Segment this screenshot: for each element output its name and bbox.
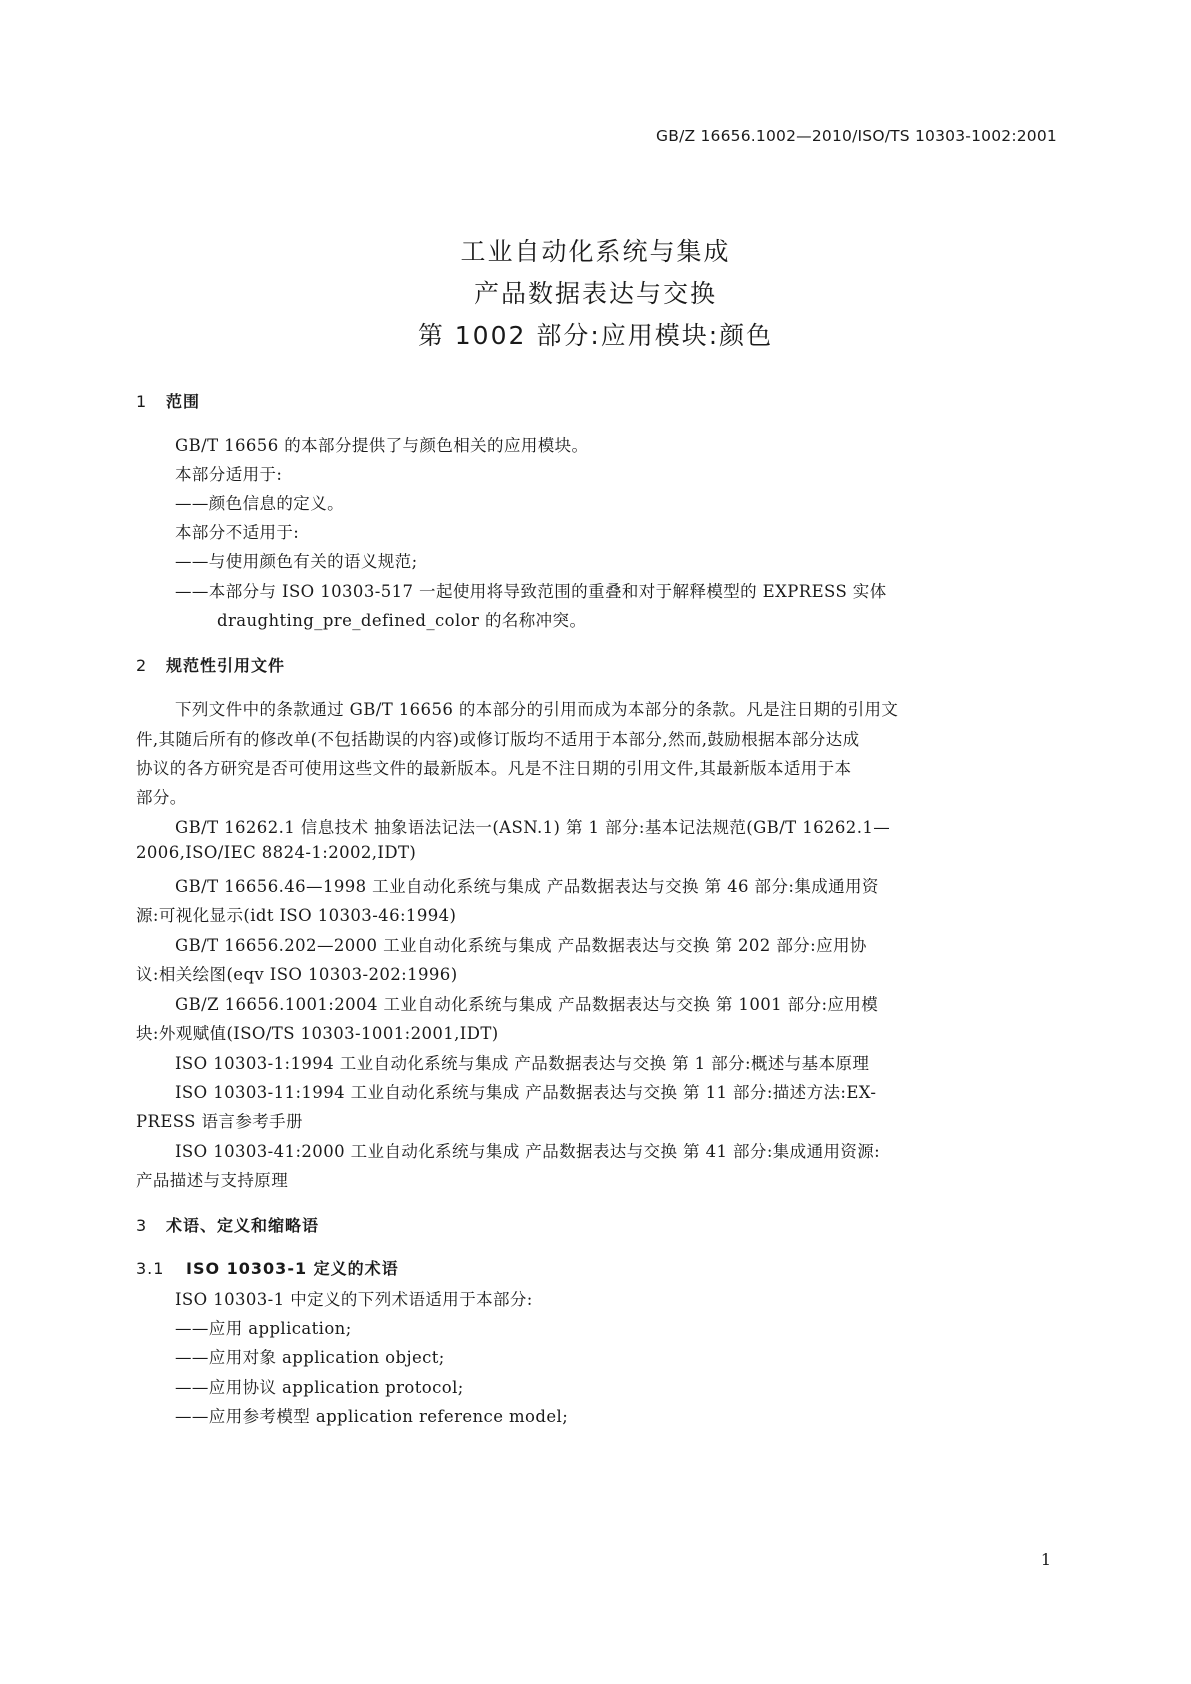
scope-list-item: ——本部分与 ISO 10303-517 一起使用将导致范围的重叠和对于解释模型的 EXPRESS 实体: [175, 582, 887, 601]
page-number: 1: [1040, 1550, 1051, 1569]
reference-entry-continuation: 2006,ISO/IEC 8824-1:2002,IDT): [136, 843, 417, 862]
reference-entry-continuation: PRESS 语言参考手册: [136, 1112, 303, 1131]
reference-entry-continuation: 议:相关绘图(eqv ISO 10303-202:1996): [136, 965, 458, 984]
reference-entry: ISO 10303-11:1994 工业自动化系统与集成 产品数据表达与交换 第 11 部分:描述方法:EX-: [175, 1083, 877, 1102]
term-item: ——应用参考模型 application reference model;: [175, 1407, 569, 1426]
scope-list-item: ——颜色信息的定义。: [175, 494, 344, 513]
term-item: ——应用对象 application object;: [175, 1348, 445, 1367]
subsection-title: ISO 10303-1 定义的术语: [186, 1259, 399, 1278]
section-title: 范围: [166, 392, 201, 411]
section-number: 2: [136, 656, 148, 675]
refs-intro-line: 协议的各方研究是否可使用这些文件的最新版本。凡是不注日期的引用文件,其最新版本适用于本: [136, 759, 852, 778]
reference-entry: GB/Z 16656.1001:2004 工业自动化系统与集成 产品数据表达与交换 第 1001 部分:应用模: [175, 995, 879, 1014]
scope-list-item-continuation: draughting_pre_defined_color 的名称冲突。: [217, 611, 587, 630]
section-number: 1: [136, 392, 148, 411]
section-title: 规范性引用文件: [166, 656, 286, 675]
terms-intro: ISO 10303-1 中定义的下列术语适用于本部分:: [175, 1290, 533, 1309]
subsection-3-1-heading: [136, 1256, 399, 1279]
reference-entry: ISO 10303-41:2000 工业自动化系统与集成 产品数据表达与交换 第 41 部分:集成通用资源:: [175, 1142, 881, 1161]
reference-entry: GB/T 16262.1 信息技术 抽象语法记法一(ASN.1) 第 1 部分:基本记法规范(GB/T 16262.1—: [175, 818, 891, 837]
refs-intro-line: 件,其随后所有的修改单(不包括勘误的内容)或修订版均不适用于本部分,然而,鼓励根据本部分达成: [136, 730, 860, 749]
title-line-1: 工业自动化系统与集成: [460, 237, 731, 266]
reference-entry-continuation: 源:可视化显示(idt ISO 10303-46:1994): [136, 906, 457, 925]
reference-entry: ISO 10303-1:1994 工业自动化系统与集成 产品数据表达与交换 第 1 部分:概述与基本原理: [175, 1054, 870, 1073]
reference-entry-continuation: 产品描述与支持原理: [136, 1171, 289, 1190]
section-2-heading: [136, 653, 285, 676]
scope-list-item: ——与使用颜色有关的语义规范;: [175, 552, 418, 571]
title-line-2: 产品数据表达与交换: [473, 279, 717, 308]
scope-paragraph: 本部分不适用于:: [175, 523, 300, 542]
subsection-number: 3.1: [136, 1259, 165, 1278]
section-title: 术语、定义和缩略语: [166, 1216, 320, 1235]
refs-intro-line: 部分。: [136, 788, 187, 807]
section-3-heading: [136, 1213, 319, 1236]
section-number: 3: [136, 1216, 148, 1235]
reference-entry: GB/T 16656.202—2000 工业自动化系统与集成 产品数据表达与交换 第 202 部分:应用协: [175, 936, 867, 955]
refs-intro-line: 下列文件中的条款通过 GB/T 16656 的本部分的引用而成为本部分的条款。凡是注日期的引用文: [175, 700, 899, 719]
section-1-heading: [136, 389, 200, 412]
reference-entry-continuation: 块:外观赋值(ISO/TS 10303-1001:2001,IDT): [136, 1024, 499, 1043]
reference-entry: GB/T 16656.46—1998 工业自动化系统与集成 产品数据表达与交换 第 46 部分:集成通用资: [175, 877, 879, 896]
standard-code: GB/Z 16656.1002—2010/ISO/TS 10303-1002:2001: [656, 127, 1057, 145]
scope-paragraph: 本部分适用于:: [175, 465, 283, 484]
scope-paragraph: GB/T 16656 的本部分提供了与颜色相关的应用模块。: [175, 436, 589, 455]
term-item: ——应用协议 application protocol;: [175, 1378, 464, 1397]
title-line-3: 第 1002 部分:应用模块:颜色: [417, 321, 774, 350]
term-item: ——应用 application;: [175, 1319, 352, 1338]
